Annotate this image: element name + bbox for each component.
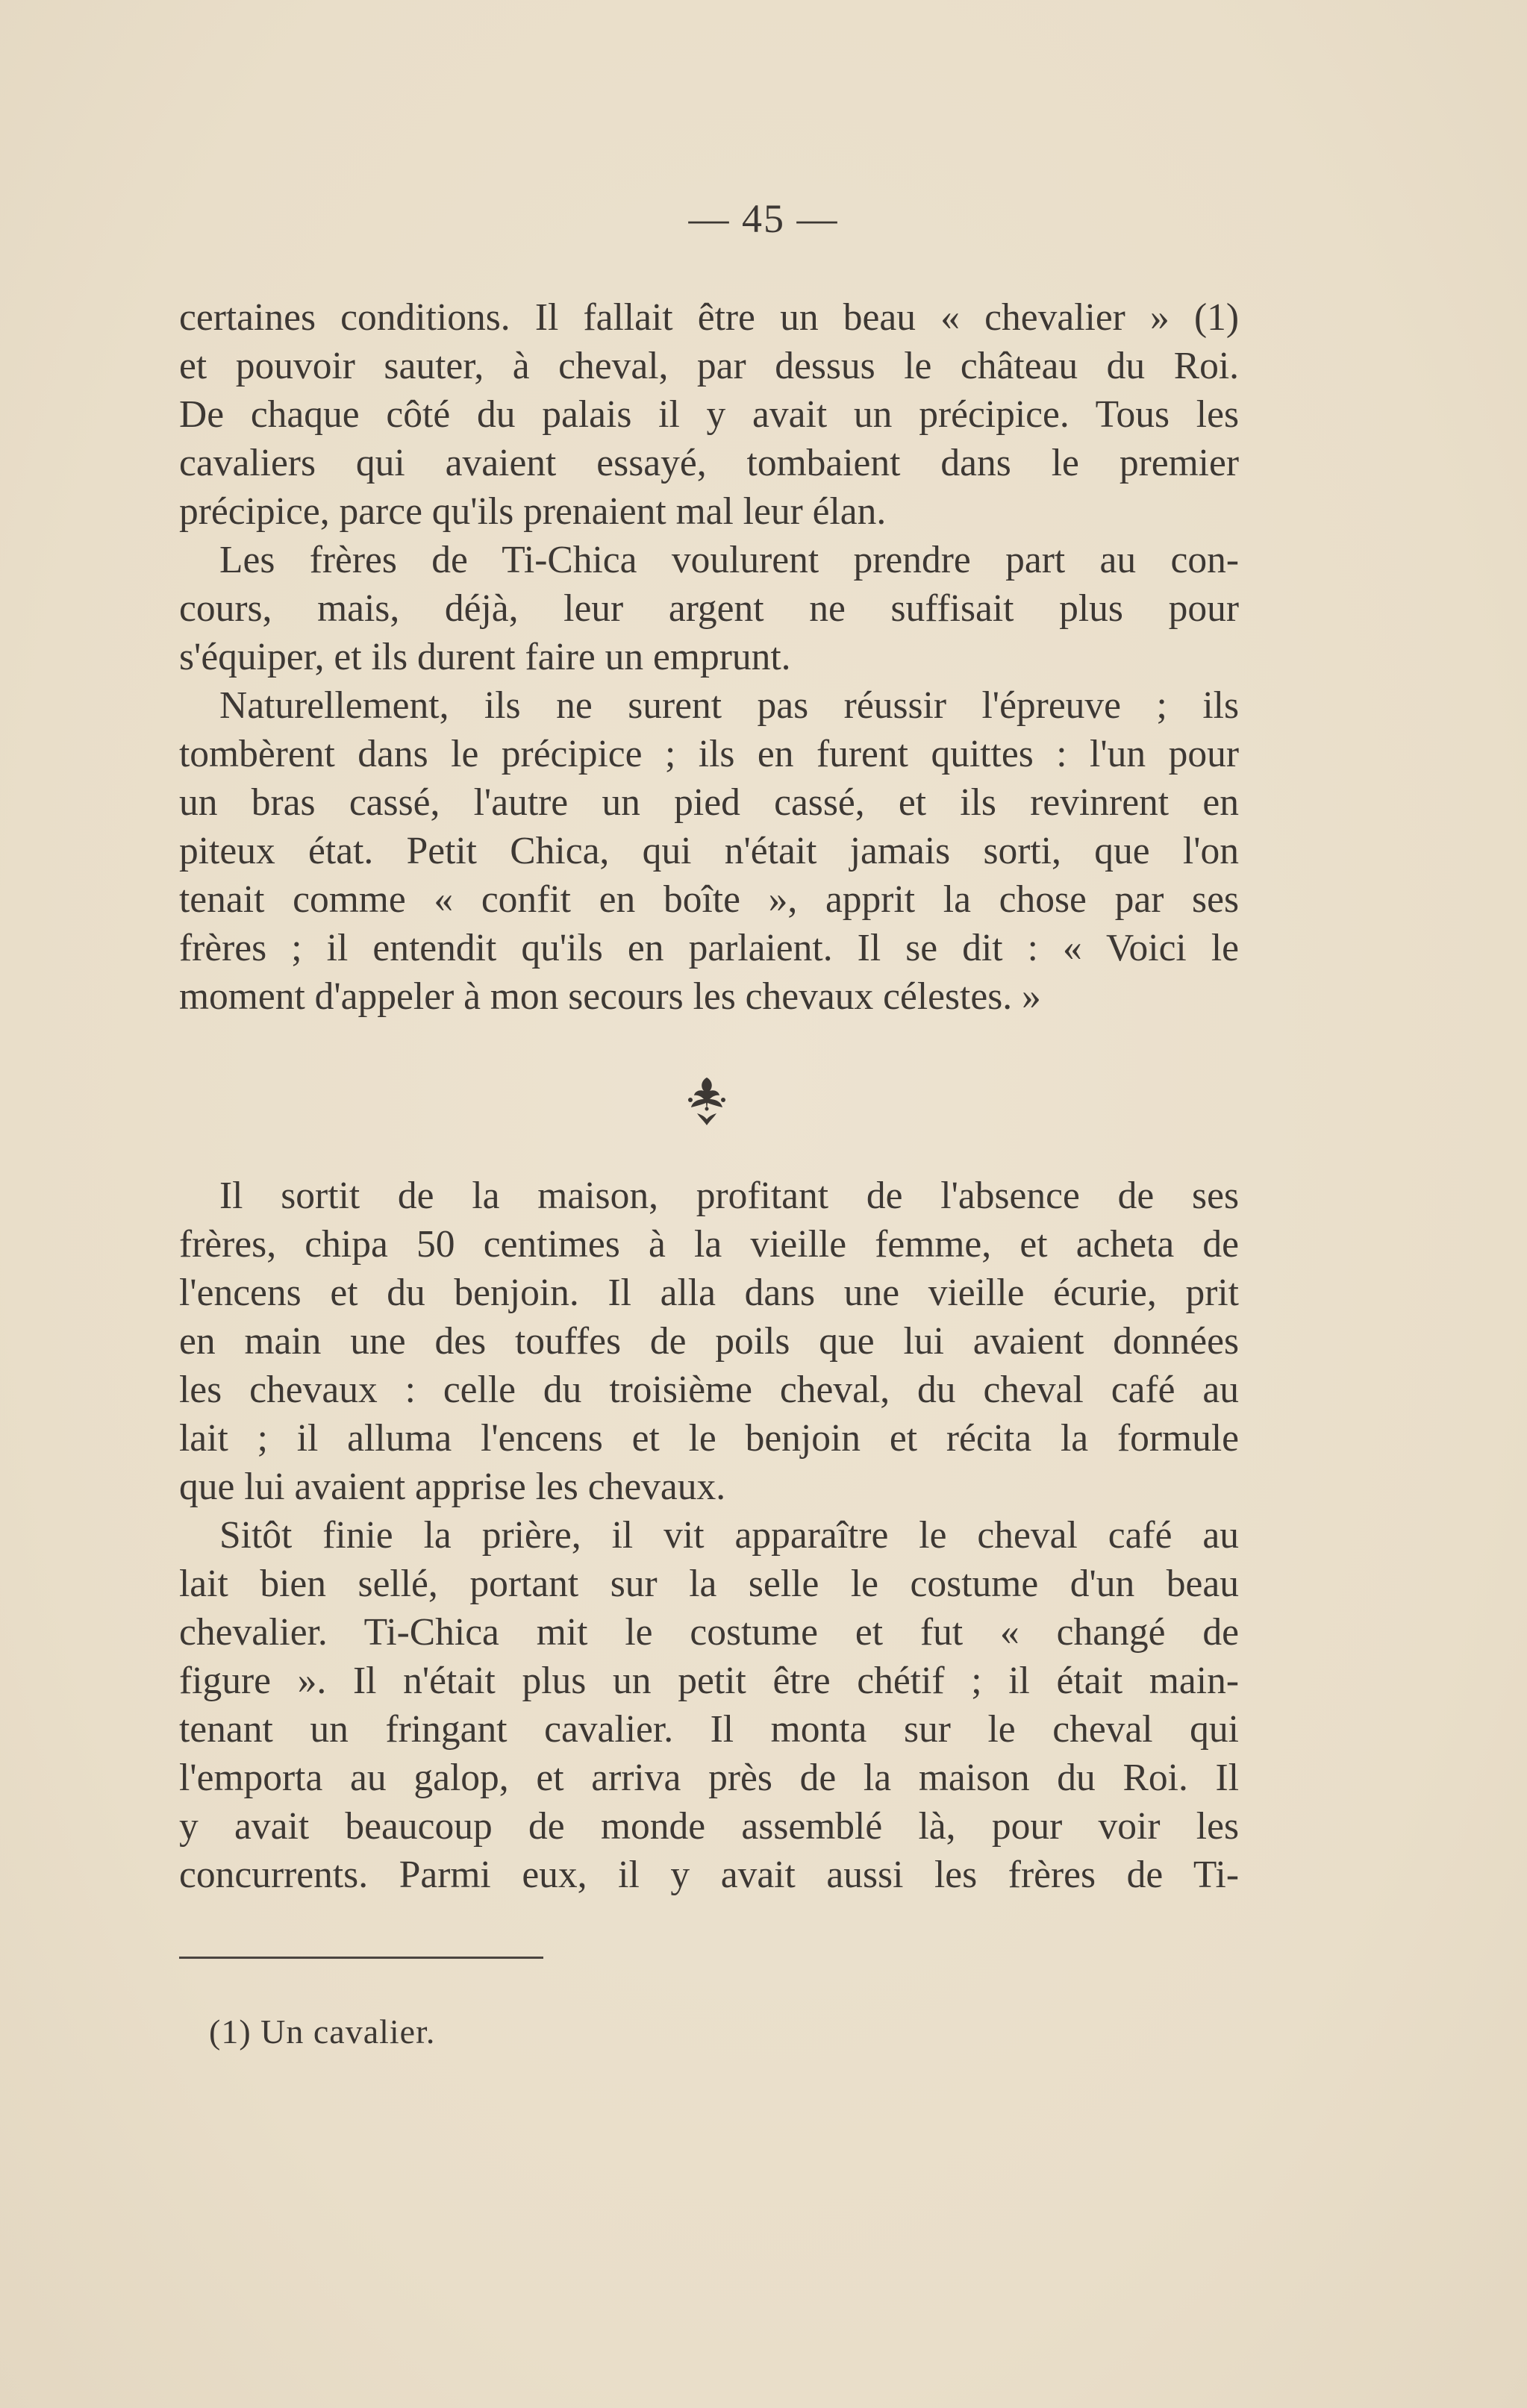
text-line: s'équiper, et ils durent faire un emprunt. [179, 636, 791, 678]
text-line: l'emporta au galop, et arriva près de la maison du Roi. Il [179, 1757, 1239, 1799]
text-line: certaines conditions. Il fallait être un beau « chevalier » (1) [179, 296, 1239, 339]
text-line: lait bien sellé, portant sur la selle le costume d'un beau [179, 1563, 1239, 1605]
text-line: cavaliers qui avaient essayé, tombaient dans le premier [179, 442, 1239, 484]
text-line: piteux état. Petit Chica, qui n'était jamais sorti, que l'on [179, 830, 1239, 872]
footnote-divider [179, 1957, 543, 1959]
text-line: chevalier. Ti-Chica mit le costume et fut « changé de [179, 1611, 1239, 1654]
text-line: un bras cassé, l'autre un pied cassé, et ils revinrent en [179, 781, 1239, 824]
fleuron-icon [684, 1075, 730, 1128]
text-line: Il sortit de la maison, profitant de l'absence de ses [219, 1175, 1239, 1217]
text-line: Les frères de Ti-Chica voulurent prendre part au con- [219, 539, 1239, 581]
text-line: frères ; il entendit qu'ils en parlaient. Il se dit : « Voici le [179, 927, 1239, 969]
text-line: cours, mais, déjà, leur argent ne suffisait plus pour [179, 587, 1239, 630]
footnote: (1) Un cavalier. [209, 2013, 436, 2051]
text-line: De chaque côté du palais il y avait un précipice. Tous les [179, 393, 1239, 436]
text-line: en main une des touffes de poils que lui avaient données [179, 1320, 1239, 1363]
text-block-top [179, 293, 1239, 1021]
text-line: l'encens et du benjoin. Il alla dans une vieille écurie, prit [179, 1272, 1239, 1314]
text-line: Sitôt finie la prière, il vit apparaître le cheval café au [219, 1514, 1239, 1557]
text-line: frères, chipa 50 centimes à la vieille femme, et acheta de [179, 1223, 1239, 1266]
page-number: — 45 — [688, 196, 839, 241]
text-line: tenant un fringant cavalier. Il monta sur le cheval qui [179, 1708, 1239, 1751]
text-line: que lui avaient apprise les chevaux. [179, 1466, 726, 1508]
text-block-bottom [179, 1172, 1239, 1899]
text-line: précipice, parce qu'ils prenaient mal leur élan. [179, 490, 887, 533]
text-line: lait ; il alluma l'encens et le benjoin et récita la formule [179, 1417, 1239, 1460]
text-line: tombèrent dans le précipice ; ils en furent quittes : l'un pour [179, 733, 1239, 775]
text-line: tenait comme « confit en boîte », apprit la chose par ses [179, 878, 1239, 921]
text-line: concurrents. Parmi eux, il y avait aussi les frères de Ti- [179, 1854, 1239, 1896]
text-line: et pouvoir sauter, à cheval, par dessus le château du Roi. [179, 345, 1239, 387]
text-line: Naturellement, ils ne surent pas réussir l'épreuve ; ils [219, 684, 1239, 727]
text-line: les chevaux : celle du troisième cheval, du cheval café au [179, 1369, 1239, 1411]
text-line: y avait beaucoup de monde assemblé là, pour voir les [179, 1805, 1239, 1848]
text-line: moment d'appeler à mon secours les chevaux célestes. » [179, 975, 1041, 1018]
text-line: figure ». Il n'était plus un petit être chétif ; il était main- [179, 1660, 1239, 1702]
